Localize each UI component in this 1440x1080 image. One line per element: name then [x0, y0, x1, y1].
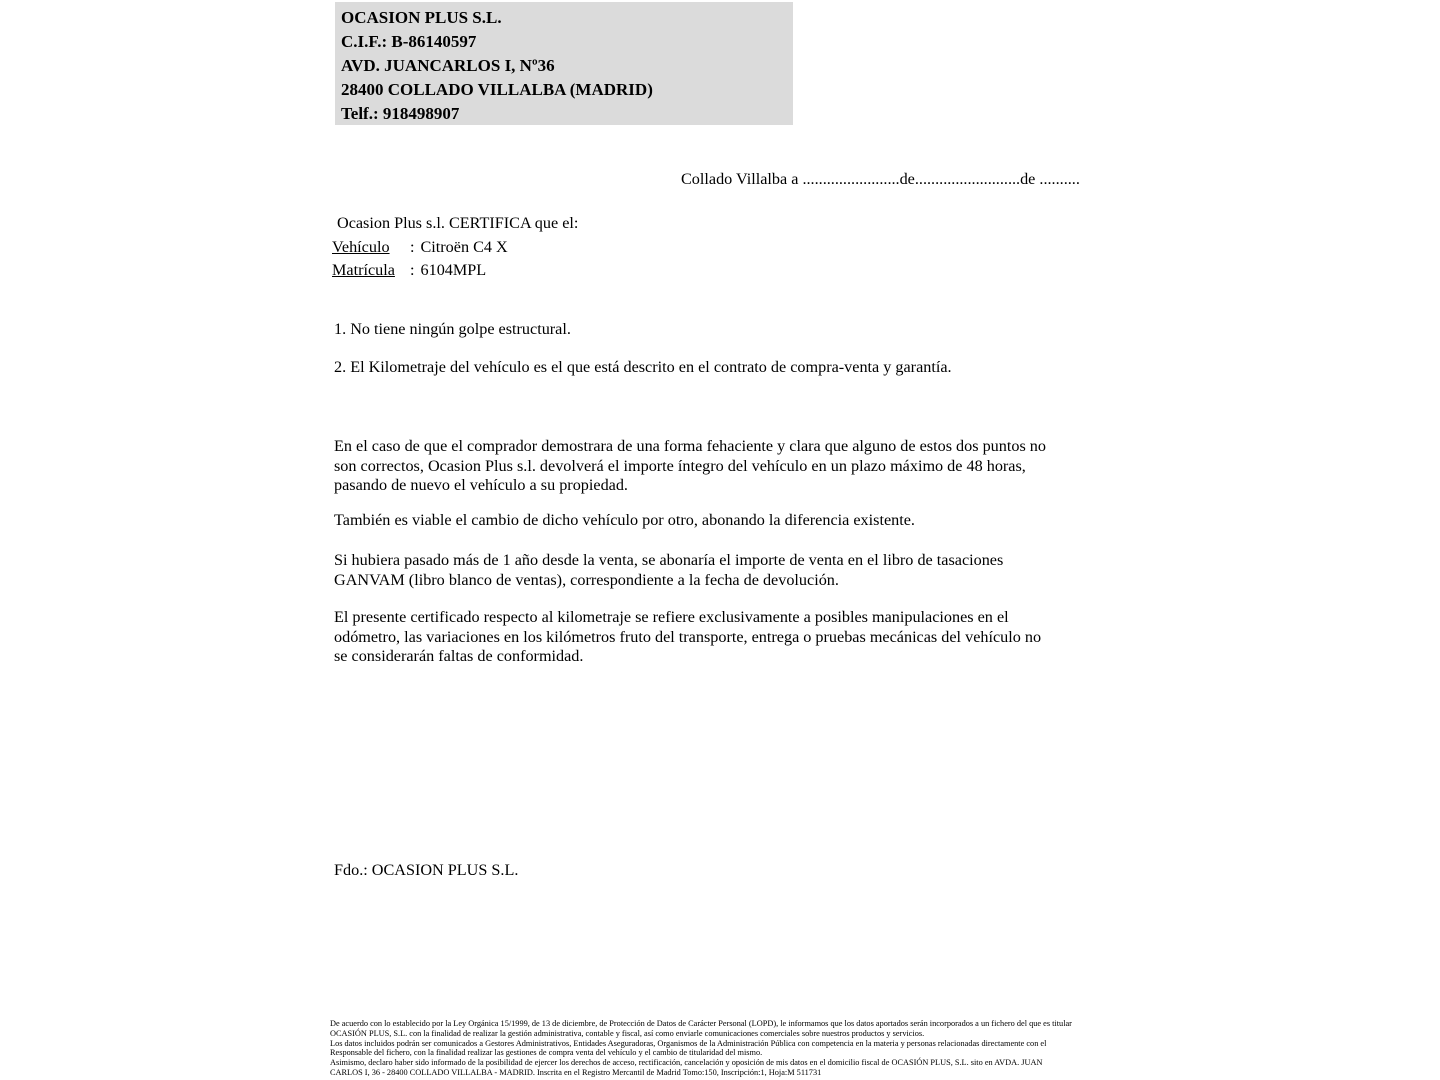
text-line: C.I.F.: B-86140597 [341, 32, 477, 51]
text-line: Telf.: 918498907 [341, 104, 460, 123]
text-line: De acuerdo con lo establecido por la Ley Orgánica 15/1999, de 13 de diciembre, de Protección de Datos de Carácter Personal (LOPD), le informamos que los datos aportados serán incorporados a un fichero del que es titular [330, 1019, 1072, 1028]
condition-point-2: 2. El Kilometraje del vehículo es el que está descrito en el contrato de compra-venta y garantía. [334, 358, 952, 376]
text-line: pasando de nuevo el vehículo a su propiedad. [334, 476, 628, 495]
date-place-line: Collado Villalba a ........................de..........................de .......... [681, 170, 1080, 188]
text-line: Los datos incluidos podrán ser comunicados a Gestores Administrativos, Entidades Aseguradoras, Organismos de la Administración Pública con competencia en la materia y personas relacionadas directamente con el [330, 1038, 1047, 1048]
text-line: OCASION PLUS S.L. [341, 8, 502, 27]
vehicle-field-row [332, 236, 578, 260]
vehicle-label: Vehículo [332, 237, 390, 256]
text-line: odómetro, las variaciones en los kilómetros fruto del transporte, entrega o pruebas mecánicas del vehículo no [334, 627, 1042, 646]
paragraph-refund-terms [334, 437, 1046, 496]
vehicle-colon: : [410, 237, 415, 256]
plate-label: Matrícula [332, 261, 395, 279]
paragraph-exchange-option [334, 511, 915, 531]
text-line: Responsable del fichero, con la finalidad realizar las gestiones de compra venta del vehículo y el cambio de titularidad del mismo. [330, 1048, 763, 1058]
signature-line: Fdo.: OCASION PLUS S.L. [334, 861, 519, 879]
text-line: 28400 COLLADO VILLALBA (MADRID) [341, 80, 653, 99]
plate-field-row [332, 259, 578, 283]
paragraph-odometer-disclaimer [334, 608, 1041, 667]
certification-block [332, 212, 578, 283]
text-line: son correctos, Ocasion Plus s.l. devolverá el importe íntegro del vehículo en un plazo máximo de 48 horas, [334, 456, 1026, 475]
text-line: También es viable el cambio de dicho vehículo por otro, abonando la diferencia existente. [334, 511, 915, 529]
text-line: Si hubiera pasado más de 1 año desde la venta, se abonaría el importe de venta en el libro de tasaciones [334, 551, 1004, 569]
plate-value: 6104MPL [420, 261, 487, 279]
text-line: Asimismo, declaro haber sido informado de la posibilidad de ejercer los derechos de acceso, rectificación, cancelación y oposición de mis datos en el domicilio fiscal de OCASIÓN PLUS, S.L. sito en AVDA. JUAN [330, 1058, 1043, 1068]
text-line: GANVAM (libro blanco de ventas), correspondiente a la fecha de devolución. [334, 570, 839, 589]
text-line: CARLOS I, 36 - 28400 COLLADO VILLALBA - MADRID. Inscrita en el Registro Mercantil de Madrid Tomo:150, Inscripción:1, Hoja:M 511731 [330, 1067, 822, 1077]
certification-intro: Ocasion Plus s.l. CERTIFICA que el: [337, 214, 579, 232]
company-header-box [335, 2, 793, 125]
text-line: se considerarán faltas de conformidad. [334, 647, 584, 666]
text-line: AVD. JUANCARLOS I, Nº36 [341, 56, 555, 75]
condition-point-1: 1. No tiene ningún golpe estructural. [334, 320, 571, 338]
text-line: OCASIÓN PLUS, S.L. con la finalidad de realizar la gestión administrativa, contable y fiscal, así como enviarle comunicaciones comerciales sobre nuestros productos y servicios. [330, 1028, 925, 1038]
legal-footer [330, 1019, 1072, 1078]
text-line: El presente certificado respecto al kilometraje se refiere exclusivamente a posibles manipulaciones en el [334, 608, 1009, 626]
vehicle-value: Citroën C4 X [420, 237, 508, 256]
plate-colon: : [410, 261, 415, 279]
paragraph-ganvam-valuation [334, 551, 1003, 590]
text-line: En el caso de que el comprador demostrara de una forma fehaciente y clara que alguno de estos dos puntos no [334, 437, 1046, 455]
